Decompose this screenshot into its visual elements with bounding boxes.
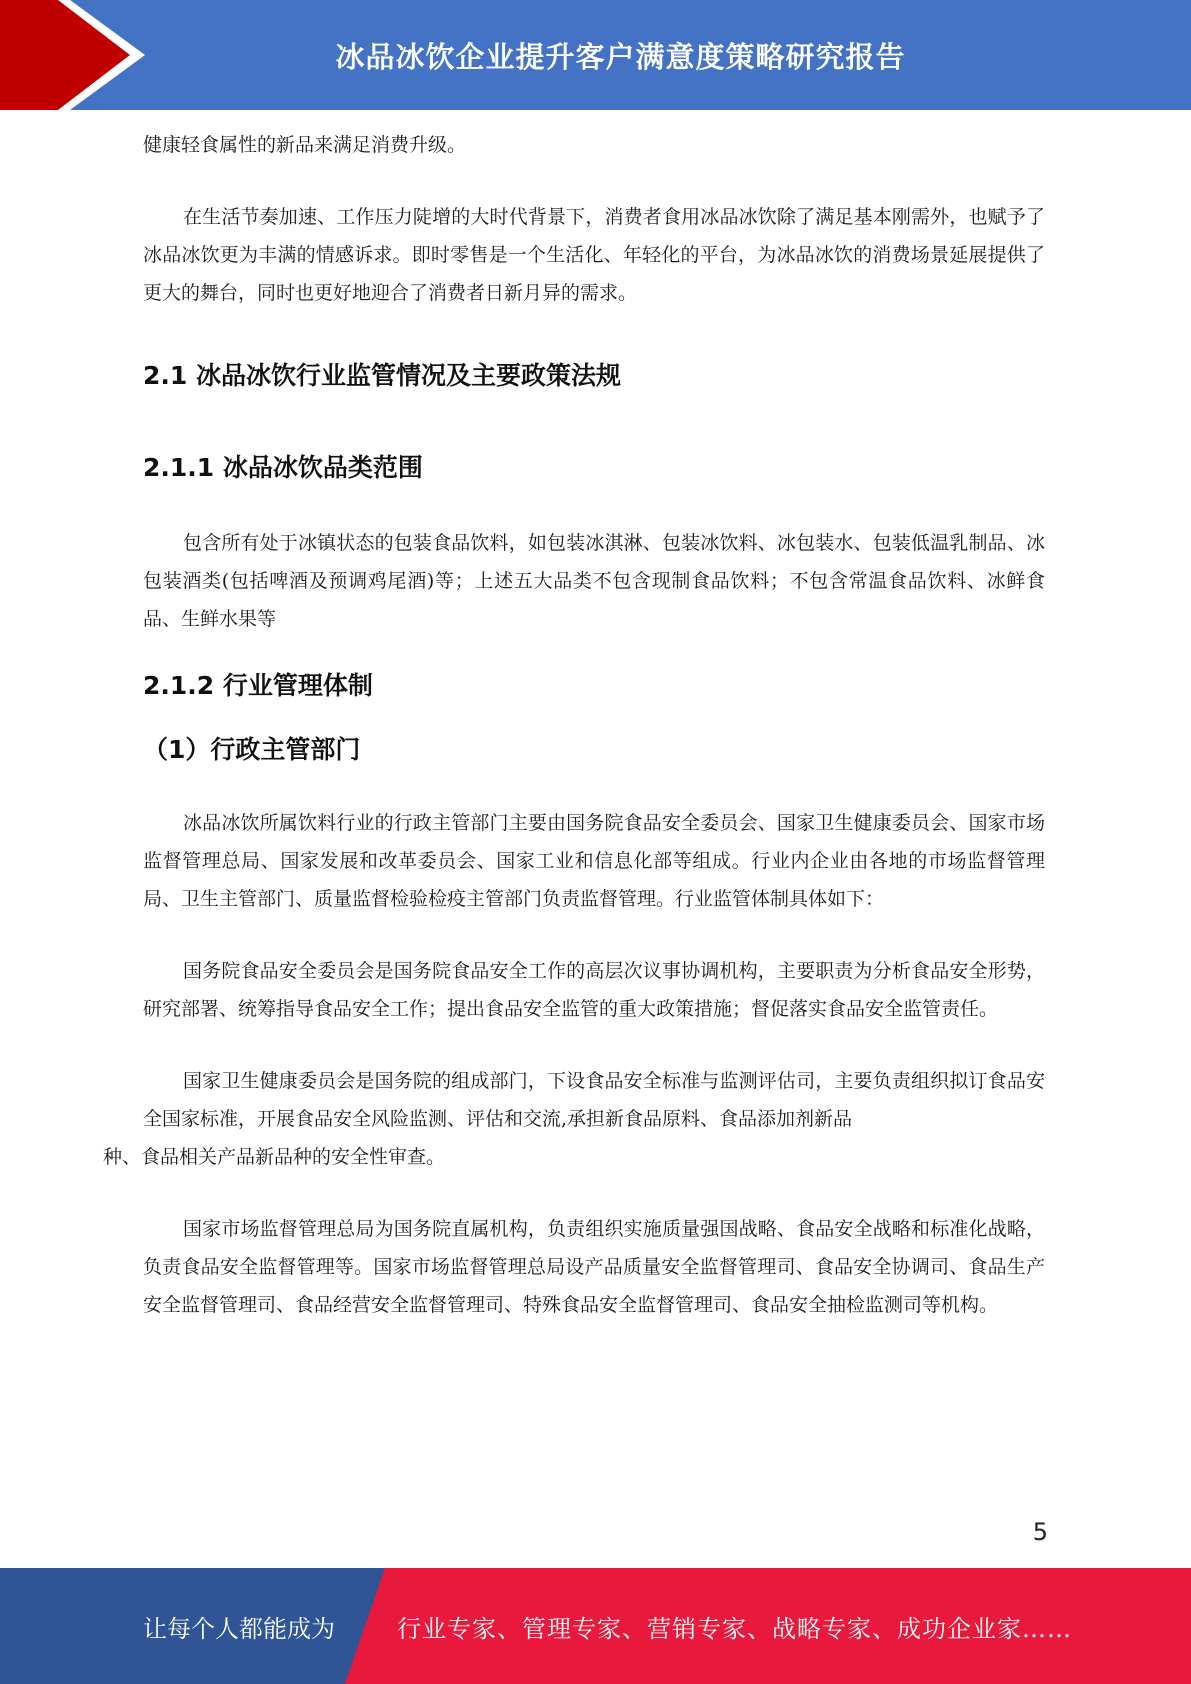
footer-slogan-right: 行业专家、管理专家、营销专家、战略专家、成功企业家…… (397, 1614, 1072, 1643)
paragraph-food-safety-committee: 国务院食品安全委员会是国务院食品安全工作的高层次议事协调机构，主要职责为分析食品安全形势，研究部署、统筹指导食品安全工作；提出食品安全监管的重大政策措施；督促落实食品安全监管责任。 (143, 960, 1045, 1020)
paragraph-category-scope: 包含所有处于冰镇状态的包装食品饮料，如包装冰淇淋、包装冰饮料、冰包装水、包装低温乳制品、冰包装酒类(包括啤酒及预调鸡尾酒)等；上述五大品类不包含现制食品饮料；不包含常温食品饮料、冰鲜食品、生鲜水果等 (143, 532, 1045, 630)
section-heading-2-1-1: 2.1.1 冰品冰饮品类范围 (143, 453, 423, 482)
page-content (103, 126, 1045, 1324)
paragraph-admin-departments: 冰品冰饮所属饮料行业的行政主管部门主要由国务院食品安全委员会、国家卫生健康委员会、国家市场监督管理总局、国家发展和改革委员会、国家工业和信息化部等组成。行业内企业由各地的市场监督管理局、卫生主管部门、质量监督检验检疫主管部门负责监督管理。行业监管体制具体如下： (143, 812, 1045, 910)
page-number: 5 (1032, 1518, 1048, 1546)
footer-slogan-left: 让每个人都能成为 (143, 1614, 335, 1643)
section-heading-2-1-2: 2.1.2 行业管理体制 (143, 671, 373, 700)
header-title: 冰品冰饮企业提升客户满意度策略研究报告 (335, 39, 906, 74)
page-header (0, 0, 1191, 110)
subsection-heading-admin: （1）行政主管部门 (143, 735, 361, 764)
page-footer (0, 1568, 1191, 1684)
section-heading-2-1: 2.1 冰品冰饮行业监管情况及主要政策法规 (143, 361, 621, 390)
paragraph-consumption-scene: 在生活节奏加速、工作压力陡增的大时代背景下，消费者食用冰品冰饮除了满足基本刚需外，也赋予了冰品冰饮更为丰满的情感诉求。即时零售是一个生活化、年轻化的平台，为冰品冰饮的消费场景延展提供了更大的舞台，同时也更好地迎合了消费者日新月异的需求。 (143, 206, 1045, 304)
paragraph-continued: 健康轻食属性的新品来满足消费升级。 (143, 134, 467, 156)
paragraph-market-regulation: 国家市场监督管理总局为国务院直属机构，负责组织实施质量强国战略、食品安全战略和标准化战略，负责食品安全监督管理等。国家市场监督管理总局设产品质量安全监督管理司、食品安全协调司、食品生产安全监督管理司、食品经营安全监督管理司、特殊食品安全监督管理司、食品安全抽检监测司等机构。 (143, 1218, 1045, 1316)
paragraph-health-commission-b: 种、食品相关产品新品种的安全性审查。 (103, 1146, 446, 1168)
paragraph-health-commission (103, 1062, 1045, 1176)
paragraph-health-commission-a: 国家卫生健康委员会是国务院的组成部门，下设食品安全标准与监测评估司，主要负责组织拟订食品安全国家标准，开展食品安全风险监测、评估和交流,承担新食品原料、食品添加剂新品 (143, 1070, 1045, 1130)
header-arrow-icon (0, 0, 170, 110)
